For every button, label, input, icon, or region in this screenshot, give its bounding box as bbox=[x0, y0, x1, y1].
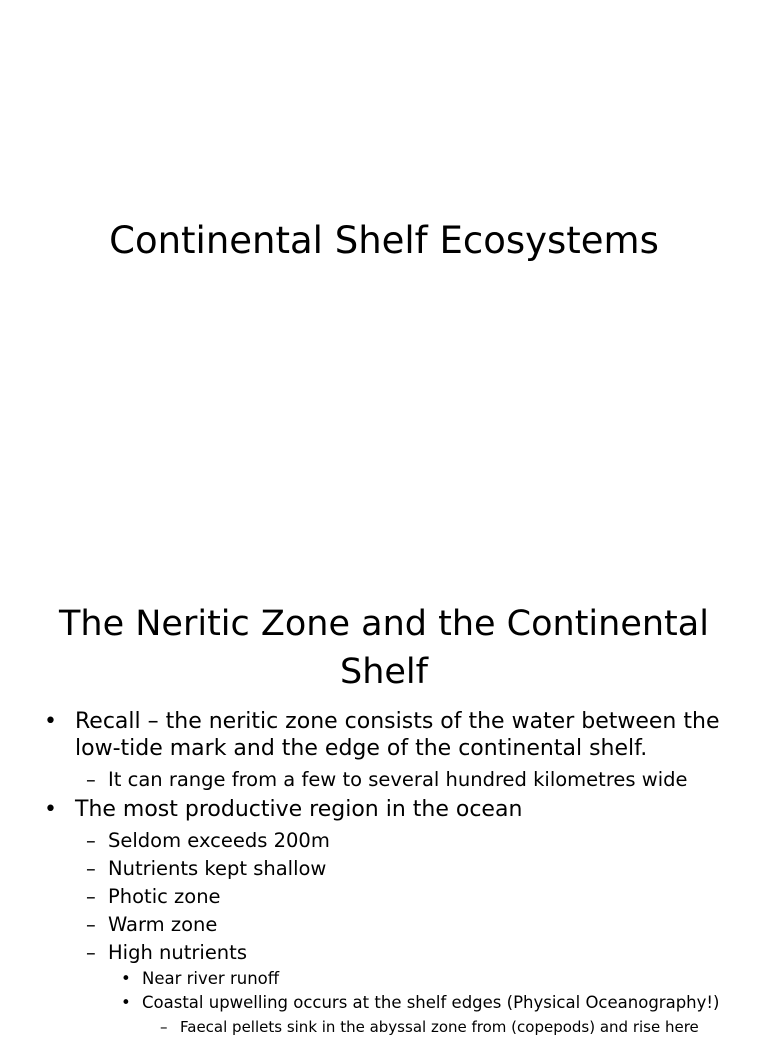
dash-marker: – bbox=[86, 857, 96, 880]
sub-bullet-text: Photic zone bbox=[108, 885, 221, 908]
cut-off-text: Faecal pellets sink in the abyssal zone from (copepods) and rise here bbox=[180, 1018, 699, 1036]
sub-bullet-text: Nutrients kept shallow bbox=[108, 857, 327, 880]
list-item bbox=[0, 708, 747, 762]
list-item bbox=[0, 827, 768, 855]
dash-marker: – bbox=[160, 1018, 168, 1036]
sub-bullet-text: High nutrients bbox=[108, 941, 247, 964]
dash-marker: – bbox=[86, 913, 96, 936]
list-item bbox=[0, 967, 768, 991]
list-item bbox=[0, 991, 768, 1015]
list-item bbox=[0, 796, 768, 823]
bullet-marker: • bbox=[121, 993, 131, 1012]
list-item bbox=[0, 911, 768, 939]
list-item bbox=[0, 939, 768, 967]
sub-sub-bullet-text: Coastal upwelling occurs at the shelf edges (Physical Oceanography!) bbox=[142, 993, 720, 1012]
bullet-text: The most productive region in the ocean bbox=[75, 797, 523, 822]
dash-marker: – bbox=[86, 768, 96, 791]
dash-marker: – bbox=[86, 941, 96, 964]
sub-bullet-text: Seldom exceeds 200m bbox=[108, 829, 330, 852]
bullet-marker: • bbox=[121, 969, 131, 988]
slide-heading: The Neritic Zone and the Continental Shelf bbox=[59, 604, 709, 692]
list-item bbox=[0, 883, 768, 911]
list-item bbox=[0, 855, 768, 883]
bullet-marker: • bbox=[44, 709, 57, 734]
sub-bullet-text: Warm zone bbox=[108, 913, 218, 936]
bullet-list bbox=[0, 708, 768, 1039]
slide-title: Continental Shelf Ecosystems bbox=[109, 219, 659, 262]
bullet-marker: • bbox=[44, 797, 57, 822]
sub-bullet-text: It can range from a few to several hundred kilometres wide bbox=[108, 768, 688, 791]
bullet-text: Recall – the neritic zone consists of the water between the low-tide mark and the edge of the continental shelf. bbox=[75, 709, 720, 761]
dash-marker: – bbox=[86, 885, 96, 908]
dash-marker: – bbox=[86, 829, 96, 852]
content-slide bbox=[0, 576, 768, 1036]
list-item bbox=[0, 1015, 768, 1039]
list-item bbox=[0, 766, 768, 794]
sub-sub-bullet-text: Near river runoff bbox=[142, 969, 280, 988]
